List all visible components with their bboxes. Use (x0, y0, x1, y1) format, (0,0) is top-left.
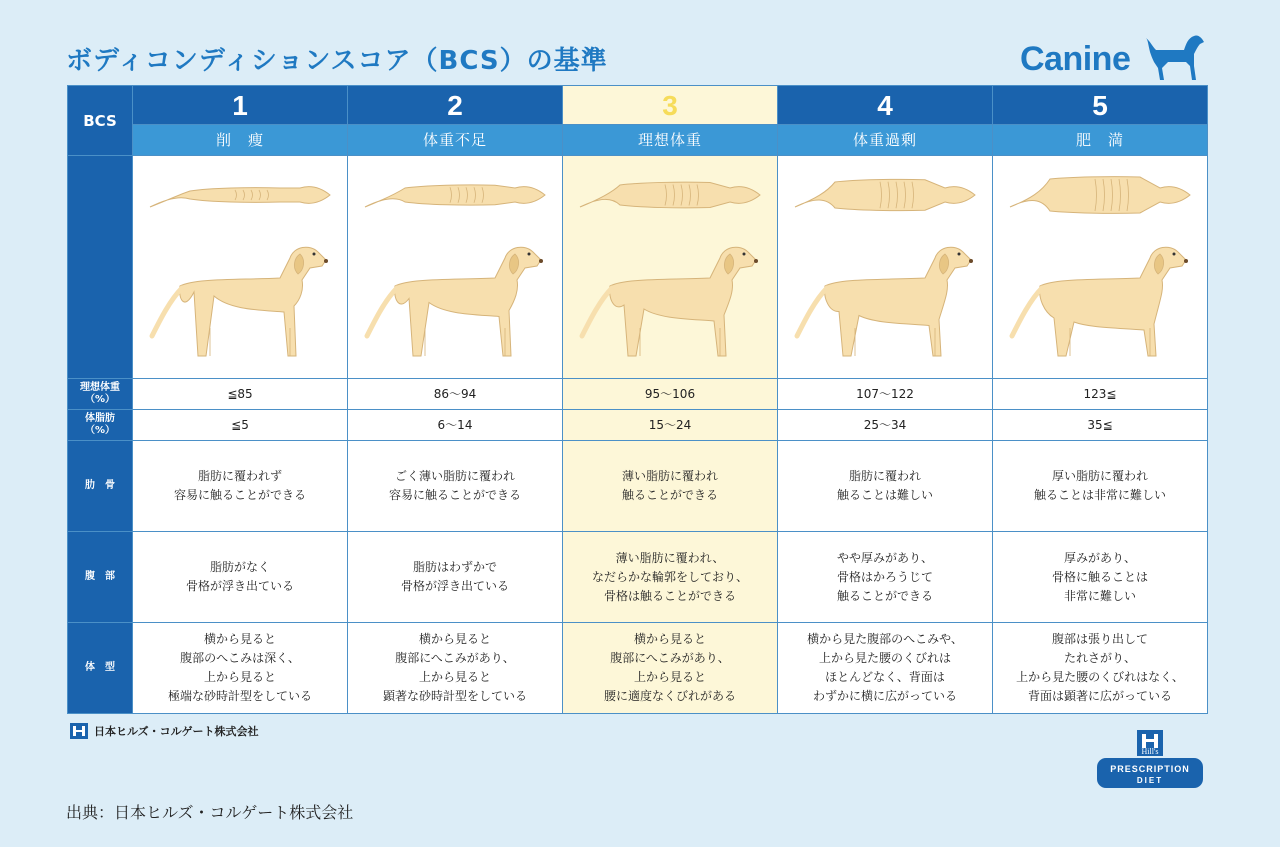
bcs-score-4: 4 (778, 86, 992, 124)
abdomen-5-line-1: 厚みがあり、 (1063, 550, 1136, 565)
body-fat-label (68, 410, 132, 440)
ribs-1-line-2: 容易に触ることができる (173, 488, 306, 502)
ribs-2 (348, 441, 562, 531)
ideal-weight-1: ≦85 (133, 379, 347, 409)
body-shape-5-line-4: 背面は顕著に広がっている (1027, 689, 1172, 703)
dog-leg-lines (210, 328, 290, 356)
body-shape-2 (348, 623, 562, 713)
body-shape-3-line-4: 腰に適度なくびれがある (603, 689, 736, 703)
hills-logo-line3: DIET (1136, 776, 1164, 785)
dog-illustration-2 (348, 156, 562, 378)
company-logo (70, 723, 258, 739)
dog-tail (367, 288, 397, 336)
image-row-label (68, 156, 132, 378)
dog-leg-lines (425, 328, 505, 356)
body-fat-label-unit: （%） (84, 425, 116, 436)
hills-small-logo-icon (70, 723, 88, 739)
body-shape-4-line-4: わずかに横に広がっている (812, 689, 957, 703)
dog-side-view-4 (785, 228, 985, 368)
body-shape-label: 体 型 (68, 623, 132, 713)
abdomen-3-line-3: 骨格は触ることができる (603, 588, 736, 603)
body-fat-3: 15～24 (563, 410, 777, 440)
dog-leg-lines (855, 328, 935, 356)
company-logo-text: 日本ヒルズ・コルゲート株式会社 (94, 725, 259, 738)
dog-illustration-3 (563, 156, 777, 378)
dog-nose (539, 259, 543, 263)
bcs-score-1: 1 (133, 86, 347, 124)
dog-illustration-5 (993, 156, 1207, 378)
bcs-name-3: 理想体重 (563, 125, 777, 155)
dog-top-body (1010, 176, 1190, 213)
body-shape-5-line-2: たれさがり、 (1063, 651, 1136, 665)
dog-top-body (150, 186, 330, 206)
dog-side-view-1 (140, 228, 340, 368)
abdomen-1-line-1: 脂肪がなく (209, 560, 270, 574)
bcs-name-1: 削 痩 (133, 125, 347, 155)
body-shape-3 (563, 623, 777, 713)
body-shape-2-line-3: 上から見ると (418, 670, 491, 684)
ribs-3-line-2: 触ることができる (621, 488, 718, 502)
abdomen-1-line-2: 骨格が浮き出ている (185, 579, 294, 593)
ideal-weight-label-text: 理想体重 (80, 382, 120, 393)
ribs-2-line-1: ごく薄い脂肪に覆われ (394, 469, 515, 483)
hills-logo-line1: Hill's (1141, 747, 1159, 756)
body-shape-5-line-3: 上から見た腰のくびれはなく、 (1016, 670, 1184, 684)
canine-brand-text: Canine (1020, 40, 1131, 78)
body-shape-4-line-2: 上から見た腰のくびれは (818, 651, 951, 665)
dog-top-view-3 (570, 167, 770, 223)
abdomen-4-line-1: やや厚みがあり、 (836, 550, 933, 565)
dog-top-body (580, 182, 760, 208)
body-fat-1: ≦5 (133, 410, 347, 440)
abdomen-4-line-3: 触ることができる (836, 588, 933, 603)
bcs-table (67, 85, 1208, 714)
ideal-weight-label (68, 379, 132, 409)
dog-top-body (795, 179, 975, 210)
ribs-3-line-1: 薄い脂肪に覆われ (621, 469, 718, 483)
hills-prescription-diet-logo (1097, 730, 1203, 792)
ribs-4-line-2: 触ることは難しい (836, 488, 933, 502)
abdomen-5 (993, 532, 1207, 622)
body-shape-2-line-4: 顕著な砂時計型をしている (382, 689, 527, 703)
dog-silhouette-icon (1144, 32, 1206, 84)
dog-side-body (180, 247, 326, 356)
ribs-1-line-1: 脂肪に覆われず (197, 469, 282, 483)
body-fat-label-text: 体脂肪 (85, 413, 115, 424)
body-fat-2: 6～14 (348, 410, 562, 440)
dog-eye (1173, 252, 1176, 255)
abdomen-3-line-2: なだらかな輪郭をしており、 (591, 569, 748, 584)
ribs-4-line-1: 脂肪に覆われ (848, 469, 921, 483)
body-fat-4: 25～34 (778, 410, 992, 440)
dog-leg-lines (1070, 328, 1150, 356)
body-shape-4 (778, 623, 992, 713)
dog-tail (582, 288, 612, 336)
ribs-4 (778, 441, 992, 531)
body-shape-1 (133, 623, 347, 713)
dog-leg-lines (640, 328, 720, 356)
ribs-5-line-2: 触ることは非常に難しい (1033, 488, 1166, 502)
bcs-score-5: 5 (993, 86, 1207, 124)
abdomen-3 (563, 532, 777, 622)
dog-tail (152, 288, 182, 336)
body-shape-3-line-3: 上から見ると (633, 670, 706, 684)
ideal-weight-2: 86～94 (348, 379, 562, 409)
dog-eye (528, 252, 531, 255)
dog-top-view-4 (785, 167, 985, 223)
bcs-score-2: 2 (348, 86, 562, 124)
dog-top-view-1 (140, 167, 340, 223)
abdomen-label: 腹 部 (68, 532, 132, 622)
body-shape-2-line-1: 横から見ると (418, 632, 491, 646)
ribs-2-line-2: 容易に触ることができる (388, 488, 521, 502)
body-shape-1-line-3: 上から見ると (203, 670, 276, 684)
body-shape-5-line-1: 腹部は張り出して (1051, 632, 1148, 646)
dog-side-body (1040, 247, 1186, 356)
abdomen-5-line-2: 骨格に触ることは (1051, 569, 1148, 584)
canine-brand (1020, 36, 1206, 86)
dog-side-view-2 (355, 228, 555, 368)
dog-tail (1012, 288, 1042, 336)
dog-nose (1184, 259, 1188, 263)
ribs-label: 肋 骨 (68, 441, 132, 531)
dog-top-view-5 (1000, 167, 1200, 223)
abdomen-2 (348, 532, 562, 622)
dog-tail (797, 288, 827, 336)
dog-nose (324, 259, 328, 263)
dog-illustration-1 (133, 156, 347, 378)
abdomen-1 (133, 532, 347, 622)
ideal-weight-3: 95～106 (563, 379, 777, 409)
body-fat-5: 35≦ (993, 410, 1207, 440)
body-shape-1-line-4: 極端な砂時計型をしている (167, 689, 312, 703)
hills-logo-line2: PRESCRIPTION (1110, 764, 1190, 774)
bcs-score-3: 3 (563, 86, 777, 124)
body-shape-4-line-3: ほとんどなく、背面は (825, 670, 945, 684)
dog-eye (958, 252, 961, 255)
ideal-weight-4: 107～122 (778, 379, 992, 409)
body-shape-1-line-2: 腹部のへこみは深く、 (180, 651, 300, 665)
bcs-name-4: 体重過剰 (778, 125, 992, 155)
bcs-header-label: BCS (68, 86, 132, 155)
dog-top-body (365, 184, 545, 206)
ribs-5-line-1: 厚い脂肪に覆われ (1051, 469, 1148, 483)
body-shape-2-line-2: 腹部にへこみがあり、 (395, 651, 515, 665)
dog-side-body (395, 247, 541, 356)
ribs-3 (563, 441, 777, 531)
source-caption: 出典：日本ヒルズ・コルゲート株式会社 (66, 803, 354, 822)
abdomen-3-line-1: 薄い脂肪に覆われ、 (615, 550, 725, 565)
dog-side-body (610, 247, 756, 356)
bcs-name-2: 体重不足 (348, 125, 562, 155)
dog-side-view-3 (570, 228, 770, 368)
body-shape-1-line-1: 横から見ると (203, 632, 276, 646)
dog-eye (313, 252, 316, 255)
ideal-weight-label-unit: （%） (84, 394, 116, 405)
dog-nose (969, 259, 973, 263)
body-shape-3-line-2: 腹部にへこみがあり、 (610, 651, 730, 665)
dog-nose (754, 259, 758, 263)
dog-illustration-4 (778, 156, 992, 378)
body-shape-3-line-1: 横から見ると (633, 632, 706, 646)
abdomen-4-line-2: 骨格はかろうじて (836, 569, 933, 584)
abdomen-2-line-2: 骨格が浮き出ている (400, 579, 509, 593)
dog-eye (743, 252, 746, 255)
ideal-weight-5: 123≦ (993, 379, 1207, 409)
abdomen-5-line-3: 非常に難しい (1063, 588, 1136, 603)
dog-side-body (825, 247, 971, 356)
ribs-5 (993, 441, 1207, 531)
abdomen-2-line-1: 脂肪はわずかで (412, 560, 497, 574)
page-title: ボディコンディションスコア（BCS）の基準 (66, 46, 608, 76)
body-shape-5 (993, 623, 1207, 713)
body-shape-4-line-1: 横から見た腹部のへこみや、 (807, 632, 963, 646)
bcs-name-5: 肥 満 (993, 125, 1207, 155)
abdomen-4 (778, 532, 992, 622)
ribs-1 (133, 441, 347, 531)
dog-top-view-2 (355, 167, 555, 223)
dog-side-view-5 (1000, 228, 1200, 368)
